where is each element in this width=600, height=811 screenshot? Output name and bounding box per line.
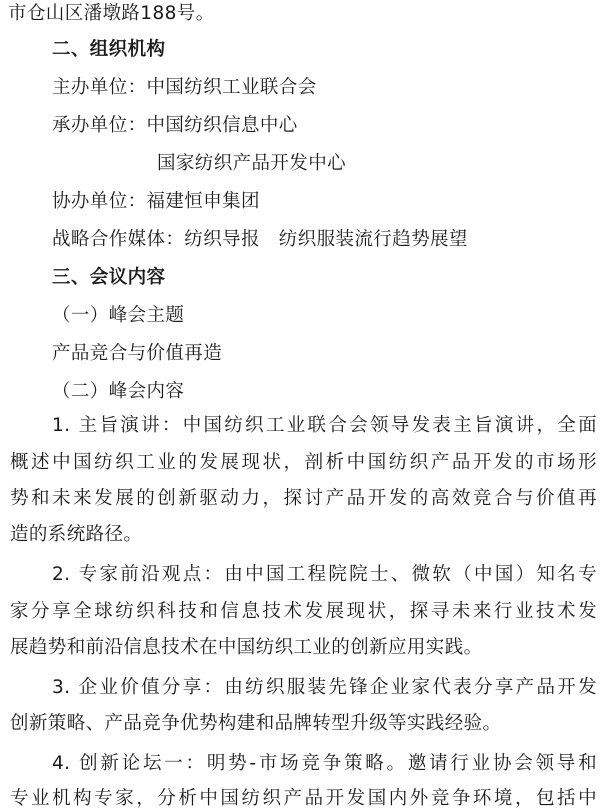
subheading-theme: （一）峰会主题 (52, 305, 185, 326)
section-heading-content: 三、会议内容 (52, 267, 166, 288)
media-partners: 战略合作媒体：纺织导报 纺织服装流行趋势展望 (52, 229, 468, 250)
item1-line4: 造的系统路径。 (10, 524, 143, 545)
organizer-unit: 承办单位：中国纺织信息中心 (52, 115, 298, 136)
subheading-content: （二）峰会内容 (52, 381, 185, 402)
item2-line2: 家分享全球纺织科技和信息技术发展现状，探寻未来行业技术发 (10, 601, 597, 622)
intro-line: 市仓山区潘墩路188号。 (8, 3, 215, 24)
item1-line3: 势和未来发展的创新驱动力，探讨产品开发的高效竞合与价值再 (10, 488, 597, 509)
item4-line1: 4. 创新论坛一：明势-市场竞争策略。邀请行业协会领导和 (52, 753, 597, 774)
item1-line1: 1. 主旨演讲：中国纺织工业联合会领导发表主旨演讲，全面 (52, 415, 597, 436)
organizer-unit-2: 国家纺织产品开发中心 (157, 153, 347, 174)
co-organizer-unit: 协办单位：福建恒申集团 (52, 191, 260, 212)
host-unit: 主办单位：中国纺织工业联合会 (52, 77, 317, 98)
summit-theme: 产品竞合与价值再造 (52, 343, 223, 364)
item2-line1: 2. 专家前沿观点：由中国工程院院士、微软（中国）知名专 (52, 564, 597, 585)
item1-line2: 概述中国纺织工业的发展现状，剖析中国纺织产品开发的市场形 (10, 452, 597, 473)
item2-line3: 展趋势和前沿信息技术在中国纺织工业的创新应用实践。 (10, 637, 483, 658)
section-heading-organization: 二、组织机构 (52, 39, 166, 60)
item3-line1: 3. 企业价值分享：由纺织服装先锋企业家代表分享产品开发 (52, 677, 597, 698)
item3-line2: 创新策略、产品竞争优势构建和品牌转型升级等实践经验。 (10, 713, 502, 734)
item4-line2: 专业机构专家，分析中国纺织产品开发国内外竞争环境，包括中 (10, 788, 597, 809)
